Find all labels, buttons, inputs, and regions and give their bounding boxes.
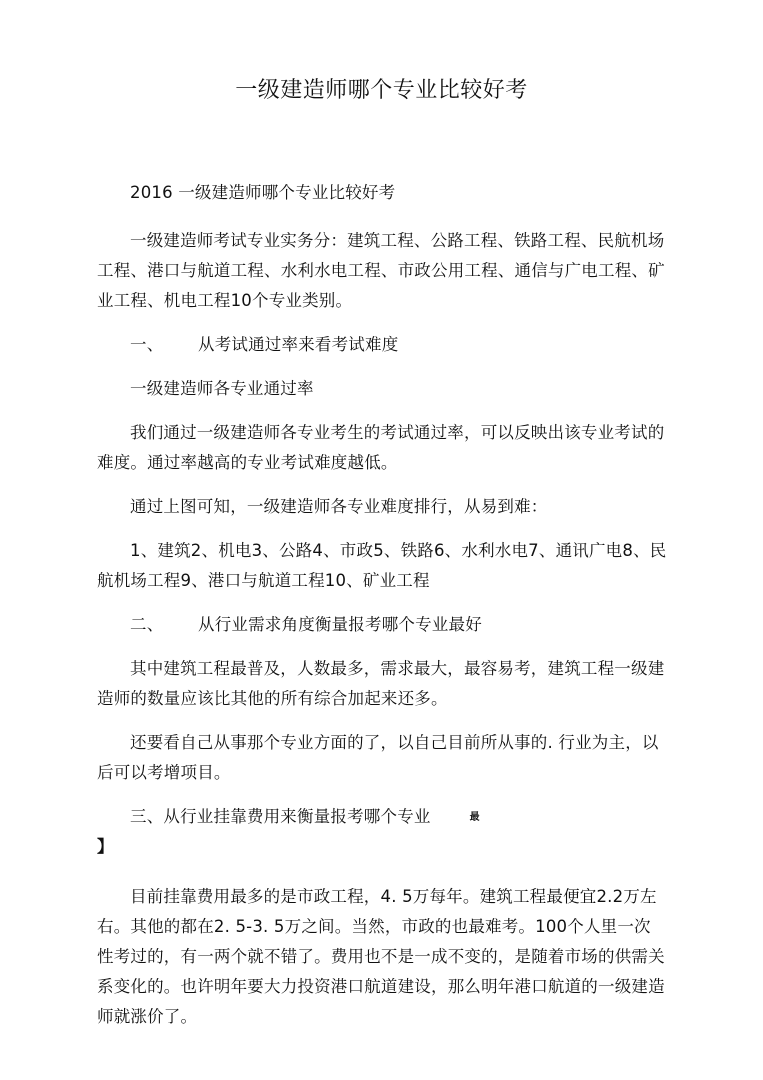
section-number: 二、: [130, 615, 164, 634]
fees-paragraph: 目前挂靠费用最多的是市政工程，4. 5万每年。建筑工程最便宜2.2万左右。其他的都在2. 5-3. 5万之间。当然，市政的也最难考。100个人里一次性考过的，有一两个就不错了。费用也不是一成不变的，是随着市场的供需关系变化的。也许明年要大力投资港口航道建设，那么明年港口航道的一级建造师就涨价了。: [97, 887, 665, 1026]
ranking-intro-paragraph: 通过上图可知，一级建造师各专业难度排行，从易到难：: [130, 497, 548, 516]
demand-paragraph: 其中建筑工程最普及，人数最多，需求最大，最容易考，建筑工程一级建造师的数量应该比其他的所有综合加起来还多。: [97, 659, 665, 708]
pass-rate-heading: 一级建造师各专业通过率: [130, 379, 314, 398]
pass-rate-paragraph: 我们通过一级建造师各专业考生的考试通过率，可以反映出该专业考试的难度。通过率越高的专业考试难度越低。: [97, 423, 665, 472]
document-title: 一级建造师哪个专业比较好考: [235, 78, 528, 103]
section-one-heading: [97, 330, 667, 360]
artifact-glyph: 最: [469, 811, 480, 823]
advice-paragraph: 还要看自己从事那个专业方面的了，以自己目前所从事的. 行业为主，以后可以考增项目。: [97, 733, 659, 782]
section-three-heading: [97, 802, 667, 862]
section-number: 一、: [130, 335, 164, 354]
section-title: 三、从行业挂靠费用来衡量报考哪个专业: [130, 807, 431, 826]
bracket-glyph: 】: [97, 837, 114, 856]
ranking-list-paragraph: 1、建筑2、机电3、公路4、市政5、铁路6、水利水电7、通讯广电8、民航机场工程9、港口与航道工程10、矿业工程: [97, 541, 667, 590]
subtitle-paragraph: 2016 一级建造师哪个专业比较好考: [130, 183, 396, 202]
section-title: 从考试通过率来看考试难度: [198, 335, 399, 354]
section-two-heading: [97, 610, 667, 640]
intro-paragraph: 一级建造师考试专业实务分：建筑工程、公路工程、铁路工程、民航机场工程、港口与航道工程、水利水电工程、市政公用工程、通信与广电工程、矿业工程、机电工程10个专业类别。: [97, 231, 665, 310]
section-title: 从行业需求角度衡量报考哪个专业最好: [198, 615, 482, 634]
document-body: [97, 178, 667, 1046]
